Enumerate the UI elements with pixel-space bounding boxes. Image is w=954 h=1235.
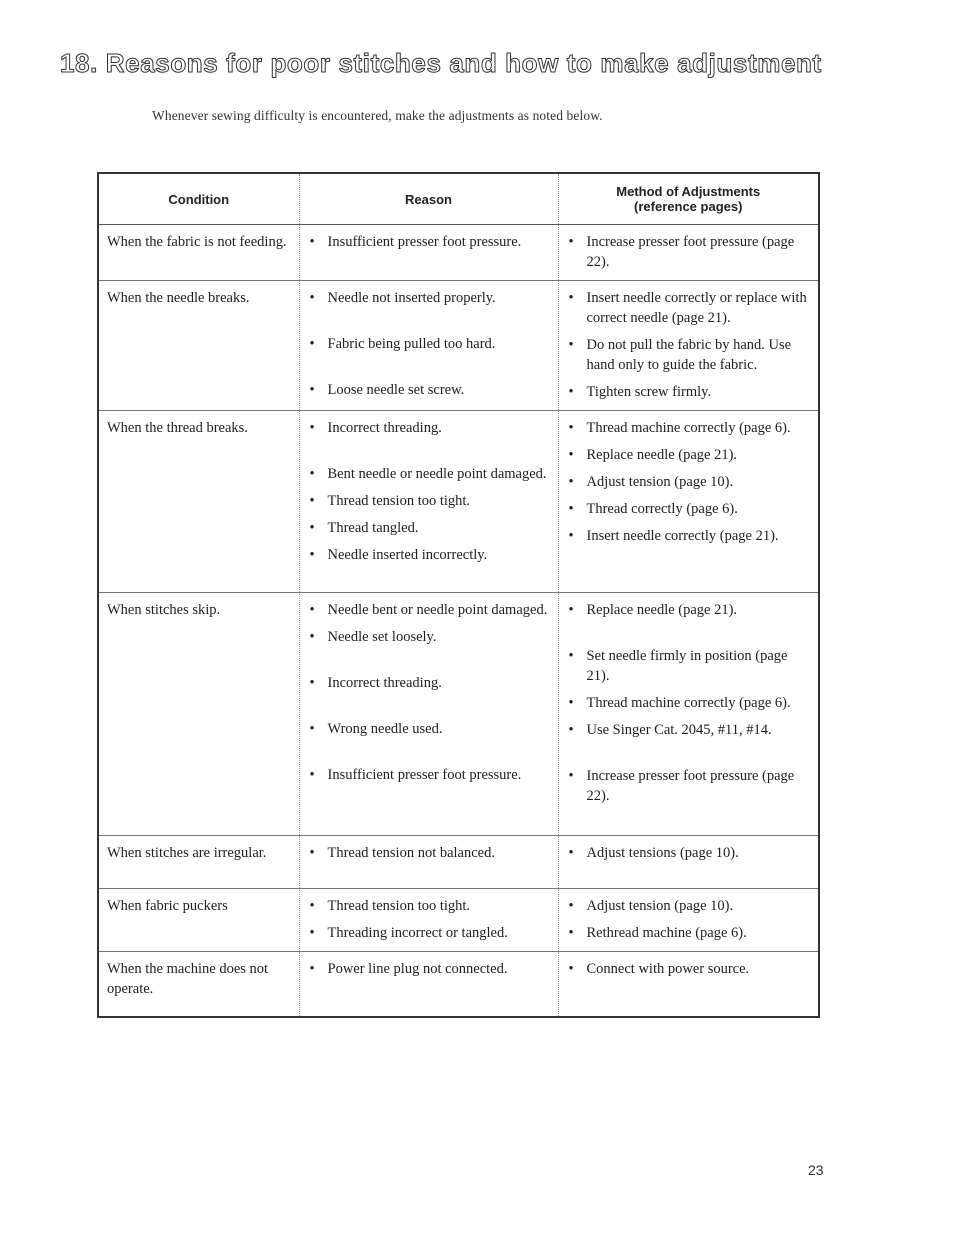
bullet-icon: • [309,602,315,618]
reason-cell [299,281,558,411]
bullet-icon: • [309,721,315,737]
reason-item-text: Loose needle set screw. [327,382,465,398]
method-item-text: Connect with power source. [586,961,750,977]
reason-header: Reason [299,173,558,225]
reason-item-text: Needle inserted incorrectly. [327,547,488,563]
condition-cell: When fabric puckers [98,889,299,952]
table-row [98,952,819,1017]
reason-item-text: Needle not inserted properly. [327,290,496,306]
reason-item-text: Threading incorrect or tangled. [327,925,508,941]
bullet-icon: • [568,474,574,490]
method-item [567,335,811,375]
bullet-icon: • [309,767,315,783]
method-cell [558,281,819,411]
reason-item [308,627,550,647]
method-item-text: Thread machine correctly (page 6). [586,695,791,711]
page-number: 23 [808,1162,824,1178]
reason-item [308,491,550,511]
condition-header: Condition [98,173,299,225]
method-item [567,720,811,740]
bullet-icon: • [309,336,315,352]
bullet-icon: • [568,602,574,618]
bullet-icon: • [568,845,574,861]
method-item [567,600,811,620]
bullet-icon: • [568,528,574,544]
method-item-text: Thread correctly (page 6). [586,501,738,517]
method-item-text: Increase presser foot pressure (page 22). [586,768,795,804]
bullet-icon: • [309,898,315,914]
reason-item-text: Incorrect threading. [327,675,442,691]
table-body [98,225,819,1017]
bullet-icon: • [309,675,315,691]
method-item [567,646,811,686]
reason-item-text: Thread tangled. [327,520,419,536]
bullet-icon: • [309,382,315,398]
method-item [567,896,811,916]
reason-item [308,334,550,354]
bullet-icon: • [309,961,315,977]
bullet-icon: • [309,520,315,536]
intro-text: Whenever sewing difficulty is encountered, make the adjustments as noted below. [152,108,603,123]
reason-item [308,765,550,785]
table-row [98,889,819,952]
bullet-icon: • [309,547,315,563]
reason-item-text: Bent needle or needle point damaged. [327,466,547,482]
bullet-icon: • [568,447,574,463]
bullet-icon: • [568,722,574,738]
method-item-text: Thread machine correctly (page 6). [586,420,791,436]
reason-item [308,959,550,979]
reason-item-text: Incorrect threading. [327,420,442,436]
method-item-text: Do not pull the fabric by hand. Use hand only to guide the fabric. [586,337,792,373]
reason-item [308,896,550,916]
method-header [558,173,819,225]
condition-cell: When the machine does not operate. [98,952,299,1017]
method-cell [558,889,819,952]
reason-item [308,545,550,565]
table-row [98,836,819,889]
method-item [567,288,811,328]
table-row [98,225,819,281]
method-item-text: Adjust tensions (page 10). [586,845,739,861]
method-item [567,445,811,465]
condition-cell: When stitches are irregular. [98,836,299,889]
bullet-icon: • [568,234,574,250]
reason-item [308,843,550,863]
bullet-icon: • [568,290,574,306]
reason-item [308,418,550,438]
reason-item [308,600,550,620]
method-item [567,472,811,492]
method-cell [558,411,819,593]
table-row [98,593,819,836]
method-item-text: Replace needle (page 21). [586,602,738,618]
method-item-text: Insert needle correctly or replace with correct needle (page 21). [586,290,807,326]
method-item-text: Adjust tension (page 10). [586,474,734,490]
bullet-icon: • [309,493,315,509]
bullet-icon: • [309,925,315,941]
method-item [567,499,811,519]
bullet-icon: • [309,629,315,645]
condition-cell: When the needle breaks. [98,281,299,411]
reason-item-text: Thread tension not balanced. [327,845,495,861]
bullet-icon: • [568,501,574,517]
method-item [567,418,811,438]
method-item [567,232,811,272]
bullet-icon: • [309,845,315,861]
method-item [567,959,811,979]
bullet-icon: • [568,925,574,941]
method-cell [558,836,819,889]
reason-cell [299,411,558,593]
bullet-icon: • [568,961,574,977]
bullet-icon: • [309,290,315,306]
method-item-text: Increase presser foot pressure (page 22). [586,234,795,270]
bullet-icon: • [568,768,574,784]
reason-item-text: Insufficient presser foot pressure. [327,767,522,783]
bullet-icon: • [568,337,574,353]
bullet-icon: • [309,420,315,436]
reason-item-text: Needle bent or needle point damaged. [327,602,548,618]
method-item-text: Replace needle (page 21). [586,447,738,463]
reason-item [308,673,550,693]
table-row [98,281,819,411]
method-item-text: Use Singer Cat. 2045, #11, #14. [586,722,772,738]
reason-item-text: Needle set loosely. [327,629,437,645]
reason-cell [299,593,558,836]
reason-item-text: Wrong needle used. [327,721,443,737]
bullet-icon: • [568,384,574,400]
reason-item [308,923,550,943]
reason-cell [299,889,558,952]
reason-item-text: Thread tension too tight. [327,493,471,509]
reason-item-text: Power line plug not connected. [327,961,508,977]
troubleshooting-table [97,172,820,1018]
reason-cell [299,836,558,889]
bullet-icon: • [568,898,574,914]
method-header-line1: Method of Adjustments [616,184,761,199]
method-item-text: Insert needle correctly (page 21). [586,528,779,544]
reason-item-text: Fabric being pulled too hard. [327,336,496,352]
reason-item [308,719,550,739]
reason-item [308,380,550,400]
table-header-row [98,173,819,225]
condition-cell: When the fabric is not feeding. [98,225,299,281]
bullet-icon: • [568,420,574,436]
method-item-text: Tighten screw firmly. [586,384,712,400]
method-item-text: Rethread machine (page 6). [586,925,747,941]
reason-cell [299,225,558,281]
method-cell [558,225,819,281]
reason-item-text: Thread tension too tight. [327,898,471,914]
bullet-icon: • [309,234,315,250]
bullet-icon: • [568,695,574,711]
method-item [567,766,811,806]
reason-cell [299,952,558,1017]
method-cell [558,952,819,1017]
bullet-icon: • [309,466,315,482]
method-item [567,693,811,713]
condition-cell: When the thread breaks. [98,411,299,593]
reason-item [308,518,550,538]
reason-item [308,288,550,308]
method-item-text: Set needle firmly in position (page 21). [586,648,788,684]
method-header-line2: (reference pages) [634,199,743,214]
method-item [567,923,811,943]
table-row [98,411,819,593]
method-cell [558,593,819,836]
reason-item [308,464,550,484]
bullet-icon: • [568,648,574,664]
condition-cell: When stitches skip. [98,593,299,836]
page-title: 18. Reasons for poor stitches and how to make adjustment [60,48,822,78]
reason-item [308,232,550,252]
method-item [567,382,811,402]
method-item [567,843,811,863]
method-item-text: Adjust tension (page 10). [586,898,734,914]
method-item [567,526,811,546]
reason-item-text: Insufficient presser foot pressure. [327,234,522,250]
